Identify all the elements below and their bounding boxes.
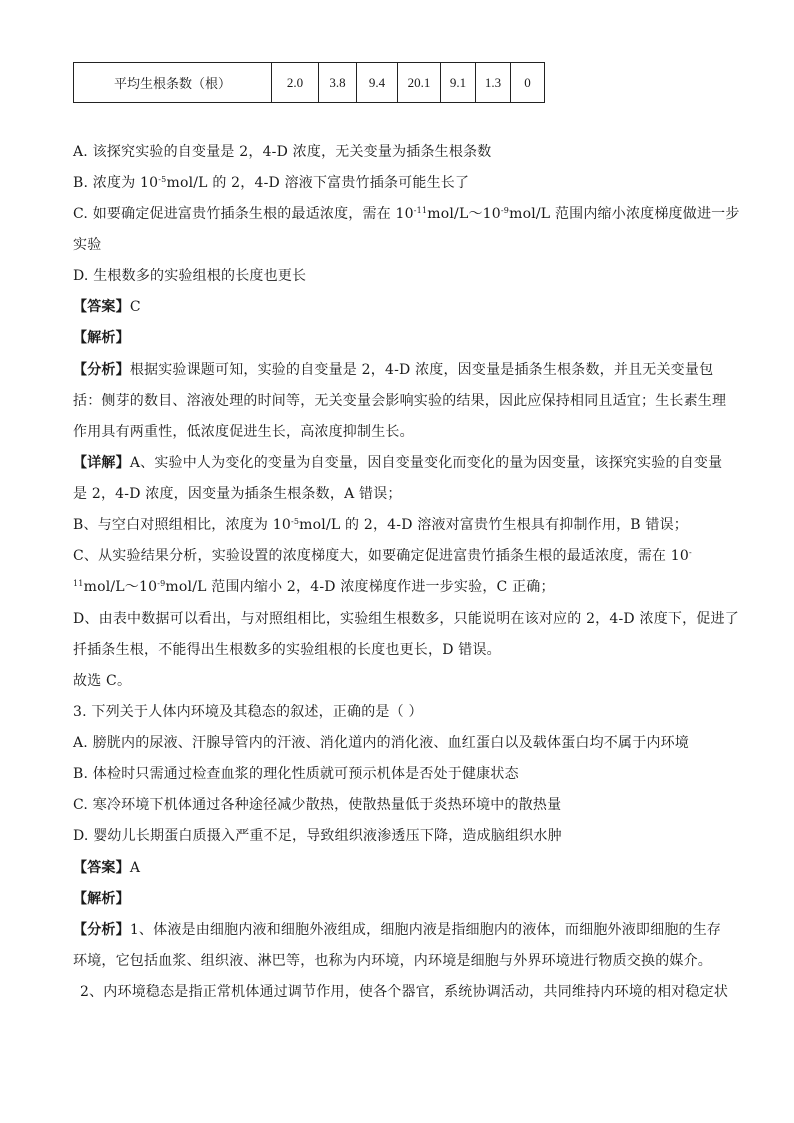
q2-xiangjie-c-2 bbox=[73, 577, 555, 597]
xiangjie-tag: 【详解】 bbox=[73, 455, 130, 471]
fenxi-tag: 【分析】 bbox=[73, 922, 130, 938]
text: mol/L 的 2，4-D 溶液下富贵竹插条可能生长了 bbox=[166, 175, 470, 191]
q2-fenxi-line-2: 括：侧芽的数目、溶液处理的时间等，无关变量会影响实验的结果，因此应保持相同且适宜；生长素生理 bbox=[73, 393, 727, 409]
text: C、从实验结果分析，实验设置的浓度梯度大，如要确定促进富贵竹插条生根的最适浓度，需在 10 bbox=[73, 548, 689, 564]
text: B. 浓度为 10 bbox=[73, 175, 159, 191]
q2-xiangjie-c-1 bbox=[73, 546, 692, 566]
q3-option-b: B. 体检时只需通过检查血浆的理化性质就可预示机体是否处于健康状态 bbox=[73, 766, 519, 782]
table-cell: 2.0 bbox=[272, 63, 319, 103]
q2-option-d: D. 生根数多的实验组根的长度也更长 bbox=[73, 268, 307, 284]
q2-option-c-cont: 实验 bbox=[73, 237, 102, 253]
q2-analysis-tag: 【解析】 bbox=[73, 330, 130, 346]
q2-fenxi-line-1 bbox=[73, 360, 713, 380]
q3-option-d: D. 婴幼儿长期蛋白质摄入严重不足，导致组织液渗透压下降，造成脑组织水肿 bbox=[73, 828, 562, 844]
answer-value: A bbox=[129, 860, 141, 876]
q2-option-b bbox=[73, 173, 469, 193]
text: 根据实验课题可知，实验的自变量是 2，4-D 浓度，因变量是插条生根条数，并且无关变量包 bbox=[129, 362, 714, 378]
superscript: -9 bbox=[500, 206, 510, 215]
text: mol/L～10 bbox=[83, 579, 158, 595]
superscript: -5 bbox=[158, 175, 167, 184]
table-cell: 0 bbox=[511, 63, 545, 103]
q2-option-c bbox=[73, 204, 740, 224]
q3-fenxi-line-2: 环境，它包括血浆、组织液、淋巴等，也称为内环境，内环境是细胞与外界环境进行物质交换的媒介。 bbox=[73, 953, 712, 969]
fenxi-tag: 【分析】 bbox=[73, 362, 130, 378]
q2-fenxi-line-3: 作用具有两重性，低浓度促进生长，高浓度抑制生长。 bbox=[73, 424, 414, 440]
text: mol/L 范围内缩小 2，4-D 浓度梯度作进一步实验，C 正确； bbox=[165, 579, 555, 595]
q2-answer bbox=[73, 297, 141, 317]
superscript: -9 bbox=[157, 579, 166, 588]
q2-conclusion: 故选 C。 bbox=[73, 673, 132, 689]
q2-xiangjie-d-2: 扦插条生根，不能得出生根数多的实验组根的长度也更长，D 错误。 bbox=[73, 642, 501, 658]
text: A、实验中人为变化的变量为自变量，因自变量变化而变化的量为因变量，该探究实验的自变量 bbox=[129, 455, 723, 471]
text: mol/L～10 bbox=[427, 206, 501, 222]
text: B、与空白对照组相比，浓度为 10 bbox=[73, 517, 291, 533]
superscript: 11 bbox=[73, 579, 84, 588]
q3-option-a: A. 膀胱内的尿液、汗腺导管内的汗液、消化道内的消化液、血红蛋白以及载体蛋白均不属于内环境 bbox=[73, 735, 690, 751]
q2-xiangjie-line-1 bbox=[73, 453, 722, 473]
superscript: - bbox=[688, 548, 692, 557]
q3-option-c: C. 寒冷环境下机体通过各种途径减少散热，使散热量低于炎热环境中的散热量 bbox=[73, 797, 562, 813]
table-cell: 3.8 bbox=[319, 63, 357, 103]
results-table bbox=[73, 62, 545, 103]
superscript: -11 bbox=[413, 206, 428, 215]
q3-fenxi-line-3: 2、内环境稳态是指正常机体通过调节作用，使各个器官，系统协调活动，共同维持内环境的相对稳定状 bbox=[80, 984, 729, 1000]
table-row-label: 平均生根条数（根） bbox=[74, 63, 272, 103]
text: mol/L 的 2，4-D 溶液对富贵竹生根具有抑制作用，B 错误； bbox=[299, 517, 689, 533]
q3-analysis-tag: 【解析】 bbox=[73, 891, 130, 907]
superscript: -5 bbox=[290, 517, 300, 526]
answer-value: C bbox=[129, 299, 141, 315]
text: C. 如要确定促进富贵竹插条生根的最适浓度，需在 10 bbox=[73, 206, 414, 222]
text: mol/L 范围内缩小浓度梯度做进一步 bbox=[509, 206, 740, 222]
table-cell: 9.4 bbox=[357, 63, 398, 103]
q3-stem: 3. 下列关于人体内环境及其稳态的叙述，正确的是（ ） bbox=[73, 704, 423, 720]
table-cell: 1.3 bbox=[476, 63, 511, 103]
answer-tag: 【答案】 bbox=[73, 299, 130, 315]
q2-xiangjie-b bbox=[73, 515, 688, 535]
text: 1、体液是由细胞内液和细胞外液组成，细胞内液是指细胞内的液体，而细胞外液即细胞的生存 bbox=[129, 922, 722, 938]
table-cell: 9.1 bbox=[441, 63, 476, 103]
table-row bbox=[74, 63, 545, 103]
q2-option-a: A. 该探究实验的自变量是 2，4-D 浓度，无关变量为插条生根条数 bbox=[73, 144, 492, 160]
q3-answer bbox=[73, 858, 140, 878]
q2-xiangjie-line-2: 是 2，4-D 浓度，因变量为插条生根条数，A 错误； bbox=[73, 486, 402, 502]
answer-tag: 【答案】 bbox=[73, 860, 130, 876]
q3-fenxi-line-1 bbox=[73, 920, 721, 940]
q2-xiangjie-d-1: D、由表中数据可以看出，与对照组相比，实验组生根数多，只能说明在该对应的 2，4-D 浓度下，促进了 bbox=[73, 611, 739, 627]
table-cell: 20.1 bbox=[398, 63, 441, 103]
